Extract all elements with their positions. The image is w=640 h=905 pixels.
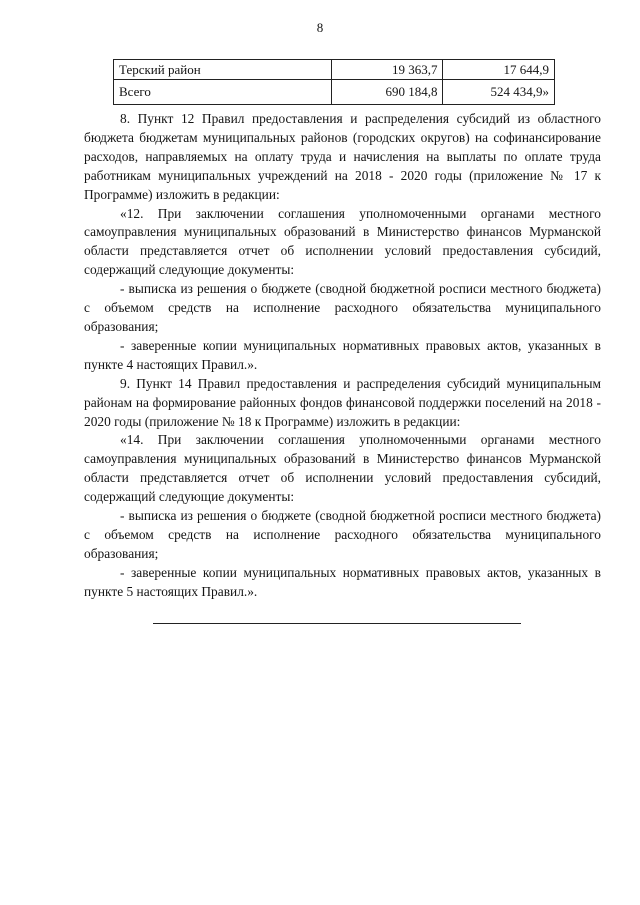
paragraph-list-item: - выписка из решения о бюджете (сводной бюджетной росписи местного бюджета) с объемом средств на исполнение расходного обязательства муниципального образования;	[84, 508, 601, 561]
budget-table	[113, 59, 555, 105]
paragraph-item-8: 8. Пункт 12 Правил предоставления и распределения субсидий из областного бюджета бюджетам муниципальных районов (городских округов) на софинансирование расходов, направляемых на оплату труда и начисления на выплаты по оплате труда работникам муниципальных учреждений на 2018 - 2020 годы (приложение № 17 к Программе) изложить в редакции:	[84, 111, 601, 202]
table-cell-value: 17 644,9	[443, 60, 555, 80]
paragraph-list-item: - заверенные копии муниципальных нормативных правовых актов, указанных в пункте 5 настоящих Правил.».	[84, 564, 601, 599]
table-row-total	[114, 80, 555, 105]
paragraph-list-item: - выписка из решения о бюджете (сводной бюджетной росписи местного бюджета) с объемом средств на исполнение расходного обязательства муниципального образования;	[84, 281, 601, 334]
paragraph-quote-12: «12. При заключении соглашения уполномоченными органами местного самоуправления муниципальных образований в Министерство финансов Мурманской области представляется отчет об исполнении условий предоставления субсидий, содержащий следующие документы:	[84, 205, 601, 278]
page-number: 8	[316, 20, 324, 35]
table-cell-name: Терский район	[114, 60, 332, 80]
paragraph-list-item: - заверенные копии муниципальных нормативных правовых актов, указанных в пункте 4 настоящих Правил.».	[84, 337, 601, 372]
paragraph-item-9: 9. Пункт 14 Правил предоставления и распределения субсидий муниципальным районам на формирование районных фондов финансовой поддержки поселений на 2018 - 2020 годы (приложение № 18 к Программе) изложить в редакции:	[84, 375, 601, 429]
table-row	[114, 60, 555, 80]
table-cell-value: 690 184,8	[331, 80, 443, 105]
table-cell-name: Всего	[114, 80, 332, 105]
paragraph-quote-14: «14. При заключении соглашения уполномоченными органами местного самоуправления муниципальных образований в Министерство финансов Мурманской области представляется отчет об исполнении условий предоставления субсидий, содержащий следующие документы:	[84, 432, 601, 505]
table-cell-value: 19 363,7	[331, 60, 443, 80]
table-cell-value: 524 434,9»	[443, 80, 555, 105]
separator-line	[153, 623, 521, 624]
document-body	[84, 110, 601, 602]
